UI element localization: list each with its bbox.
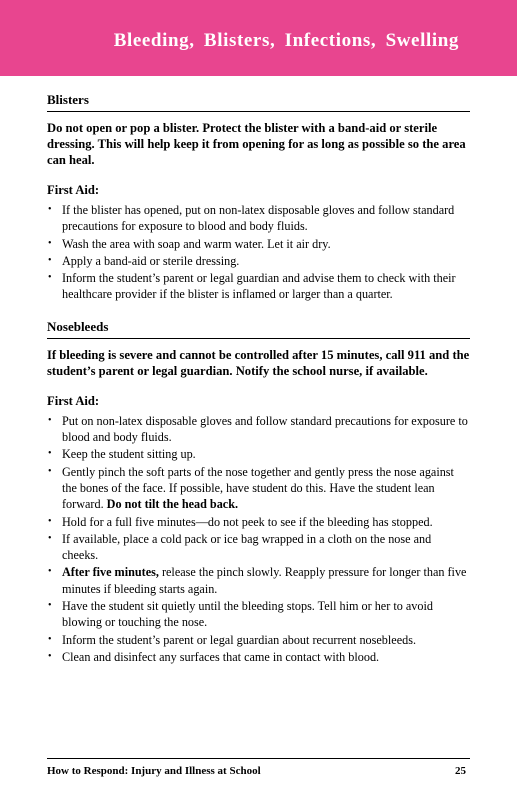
blisters-first-aid-label: First Aid: [47,183,100,197]
page-footer [47,758,470,777]
list-item: • Wash the area with soap and warm water. Let it air dry. [47,236,470,252]
list-item: • Hold for a full five minutes—do not peek to see if the bleeding has stopped. [47,514,470,530]
blisters-list [47,202,470,303]
page-title: Bleeding, Blisters, Infections, Swelling [113,30,459,51]
nosebleeds-intro: If bleeding is severe and cannot be controlled after 15 minutes, call 911 and the student’s parent or legal guardian. Notify the school nurse, if available. [47,347,470,378]
section-heading-blisters: Blisters [47,92,470,112]
section-heading-nosebleeds: Nosebleeds [47,319,470,339]
list-item-text: release the pinch slowly. Reapply pressure for longer than five minutes if bleeding starts again. [62,565,467,596]
page-number: 25 [455,765,466,777]
document-body [47,92,470,666]
list-item: • Keep the student sitting up. [47,446,470,462]
emphasis-after-five: After five minutes, [62,565,159,580]
list-item-text: Gently pinch the soft parts of the nose together and gently press the nose against the bones of the face. If possible, have student do this. Have the student lean forward. [62,464,454,512]
list-item: • Have the student sit quietly until the bleeding stops. Tell him or her to avoid blowing or touching the nose. [47,598,470,631]
list-item [47,564,470,597]
list-item: • Clean and disinfect any surfaces that came in contact with blood. [47,649,470,665]
list-item: • Inform the student’s parent or legal guardian and advise them to check with their healthcare provider if the blister is inflamed or larger than a quarter. [47,270,470,303]
nosebleeds-first-aid-label: First Aid: [47,393,100,408]
blisters-intro: Do not open or pop a blister. Protect the blister with a band-aid or sterile dressing. This will help keep it from opening for as long as possible so the area can heal. [47,121,466,167]
list-item: • If available, place a cold pack or ice bag wrapped in a cloth on the nose and cheeks. [47,531,470,564]
list-item: • If the blister has opened, put on non-latex disposable gloves and follow standard precautions for exposure to blood and body fluids. [47,202,470,235]
list-item: • Put on non-latex disposable gloves and follow standard precautions for exposure to blood and body fluids. [47,413,470,446]
list-item: • Inform the student’s parent or legal guardian about recurrent nosebleeds. [47,632,470,648]
footer-title: How to Respond: Injury and Illness at School [47,765,261,777]
header-banner [0,0,517,76]
list-item: • Apply a band-aid or sterile dressing. [47,253,470,269]
nosebleeds-list [47,413,470,665]
list-item [47,464,470,513]
emphasis-no-tilt: Do not tilt the head back. [106,497,239,512]
